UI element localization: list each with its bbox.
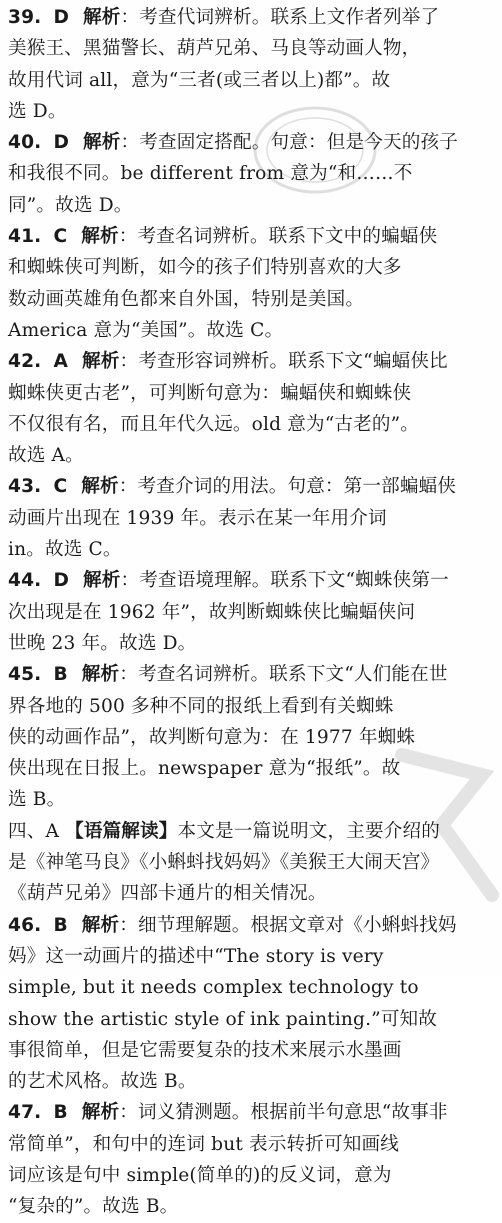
analysis-text: ：考查形容词辨析。联系下文“蝙蝠侠比 bbox=[119, 351, 448, 373]
answer-line bbox=[8, 315, 494, 346]
answer-line bbox=[8, 1004, 494, 1035]
section-text: 《葫芦兄弟》四部卡通片的相关情况。 bbox=[8, 883, 327, 905]
answer-line bbox=[8, 440, 494, 471]
answer-list-2 bbox=[8, 910, 494, 1223]
analysis-label: 解析 bbox=[82, 351, 120, 373]
analysis-text: 世晚 23 年。故选 D。 bbox=[8, 632, 197, 654]
answer-line bbox=[8, 1035, 494, 1066]
answer-line bbox=[8, 346, 494, 377]
analysis-text: 的艺术风格。故选 B。 bbox=[8, 1071, 197, 1093]
answer-letter: B bbox=[53, 1102, 68, 1124]
analysis-text: 数动画英雄角色都来自外国，特别是美国。 bbox=[8, 288, 365, 310]
question-number: 41. bbox=[8, 226, 42, 248]
answer-list bbox=[8, 2, 494, 816]
analysis-text: 动画片出现在 1939 年。表示在某一年用介词 bbox=[8, 507, 387, 529]
answer-letter: C bbox=[53, 226, 68, 248]
analysis-text: 美猴王、黑猫警长、葫芦兄弟、马良等动画人物， bbox=[8, 38, 421, 60]
analysis-text: 故选 A。 bbox=[8, 445, 84, 467]
analysis-text: “复杂的”。故选 B。 bbox=[8, 1196, 179, 1218]
analysis-text: 和我很不同。be different from 意为“和……不 bbox=[8, 163, 413, 185]
analysis-label: 解析 bbox=[83, 7, 121, 28]
analysis-text: 故用代词 all，意为“三者(或三者以上)都”。故 bbox=[8, 69, 391, 91]
answer-line bbox=[8, 127, 494, 158]
question-number: 40. bbox=[8, 132, 42, 154]
question-number: 44. bbox=[8, 570, 42, 592]
analysis-text: ：考查名词辨析。联系下文中的蝙蝠侠 bbox=[118, 226, 438, 248]
answer-line bbox=[8, 378, 494, 409]
answer-line bbox=[8, 2, 494, 33]
answer-letter: B bbox=[53, 914, 68, 936]
analysis-text: 和蜘蛛侠可判断，如今的孩子们特别喜欢的大多 bbox=[8, 257, 402, 279]
analysis-text: in。故选 C。 bbox=[8, 539, 122, 561]
analysis-text: 词应该是句中 simple(简单的)的反义词，意为 bbox=[8, 1164, 392, 1186]
answer-letter: C bbox=[53, 476, 68, 498]
answer-item bbox=[8, 471, 494, 565]
answer-item bbox=[8, 565, 494, 659]
analysis-text: ：考查名词辨析。联系下文“人们能在世 bbox=[119, 664, 448, 686]
answer-line bbox=[8, 784, 494, 815]
answer-line bbox=[8, 565, 494, 596]
analysis-text: 选 D。 bbox=[8, 100, 67, 122]
answer-line bbox=[8, 284, 494, 315]
reading-section bbox=[8, 816, 494, 910]
answer-line bbox=[8, 221, 494, 252]
answer-line bbox=[8, 910, 494, 941]
answer-item bbox=[8, 1097, 494, 1222]
analysis-text: 选 B。 bbox=[8, 789, 66, 811]
answer-line bbox=[8, 252, 494, 283]
answer-item bbox=[8, 127, 494, 221]
analysis-text: ：词义猜测题。根据前半句意思“故事非 bbox=[119, 1102, 448, 1124]
answer-line bbox=[8, 96, 494, 127]
section-text: 是《神笔马良》《小蝌蚪找妈妈》《美猴王大闹天宫》 bbox=[8, 852, 440, 874]
analysis-text: ：考查固定搭配。句意：但是今天的孩子 bbox=[120, 132, 458, 154]
analysis-label: 解析 bbox=[81, 664, 120, 686]
answer-line bbox=[8, 1097, 494, 1128]
answer-line bbox=[8, 1191, 494, 1222]
analysis-text: show the artistic style of ink painting.”可知故 bbox=[8, 1008, 438, 1030]
section-line bbox=[8, 878, 494, 909]
answer-line bbox=[8, 941, 494, 972]
answer-line bbox=[8, 597, 494, 628]
analysis-text: 界各地的 500 多种不同的报纸上看到有关蜘蛛 bbox=[8, 695, 394, 717]
answer-line bbox=[8, 65, 494, 96]
answer-line bbox=[8, 691, 494, 722]
analysis-text: America 意为“美国”。故选 C。 bbox=[8, 319, 284, 341]
answer-letter: D bbox=[53, 7, 70, 28]
analysis-text: 同”。故选 D。 bbox=[8, 194, 133, 216]
analysis-text: ：考查介词的用法。句意：第一部蝙蝠侠 bbox=[118, 476, 457, 498]
analysis-text: 妈》这一动画片的描述中“The story is very bbox=[8, 945, 384, 967]
answer-item bbox=[8, 659, 494, 815]
answer-line bbox=[8, 409, 494, 440]
answer-line bbox=[8, 628, 494, 659]
answer-item bbox=[8, 346, 494, 471]
answer-line bbox=[8, 471, 494, 502]
analysis-text: 常简单”，和句中的连词 but 表示转折可知画线 bbox=[8, 1133, 399, 1155]
analysis-text: ：细节理解题。根据文章对《小蝌蚪找妈 bbox=[119, 914, 457, 936]
answer-item bbox=[8, 2, 494, 127]
answer-letter: B bbox=[53, 664, 68, 686]
analysis-text: 侠出现在日报上。newspaper 意为“报纸”。故 bbox=[8, 758, 401, 780]
section-label: 四、A bbox=[8, 820, 60, 842]
answer-item bbox=[8, 221, 494, 346]
section-tag: 【语篇解读】 bbox=[65, 820, 178, 842]
answer-line bbox=[8, 33, 494, 64]
analysis-text: 侠的动画作品”，故判断句意为：在 1977 年蜘蛛 bbox=[8, 726, 416, 748]
analysis-text: 不仅很有名，而且年代久远。old 意为“古老的”。 bbox=[8, 413, 419, 435]
answer-line bbox=[8, 190, 494, 221]
answer-line bbox=[8, 1160, 494, 1191]
answer-line bbox=[8, 534, 494, 565]
question-number: 42. bbox=[8, 351, 42, 373]
analysis-label: 解析 bbox=[81, 914, 120, 936]
answer-line bbox=[8, 503, 494, 534]
analysis-label: 解析 bbox=[83, 570, 121, 592]
question-number: 47. bbox=[8, 1102, 42, 1124]
answer-line bbox=[8, 1066, 494, 1097]
answer-line bbox=[8, 659, 494, 690]
answer-line bbox=[8, 753, 494, 784]
analysis-text: ：考查代词辨析。联系上文作者列举了 bbox=[120, 7, 440, 28]
answer-line bbox=[8, 158, 494, 189]
answer-line bbox=[8, 1129, 494, 1160]
section-line bbox=[8, 816, 494, 847]
analysis-label: 解析 bbox=[83, 132, 121, 154]
answer-line bbox=[8, 972, 494, 1003]
analysis-text: simple, but it needs complex technology to bbox=[8, 977, 419, 999]
answer-letter: D bbox=[53, 570, 70, 592]
question-number: 39. bbox=[8, 7, 42, 28]
analysis-label: 解析 bbox=[81, 1102, 120, 1124]
analysis-text: ：考查语境理解。联系下文“蜘蛛侠第一 bbox=[120, 570, 449, 592]
question-number: 43. bbox=[8, 476, 42, 498]
answer-letter: A bbox=[53, 351, 68, 373]
answer-line bbox=[8, 722, 494, 753]
section-line bbox=[8, 847, 494, 878]
analysis-text: 次出现是在 1962 年”，故判断蜘蛛侠比蝙蝠侠问 bbox=[8, 601, 416, 623]
analysis-text: 蜘蛛侠更古老”，可判断句意为：蝙蝠侠和蜘蛛侠 bbox=[8, 382, 412, 404]
answer-letter: D bbox=[53, 132, 70, 154]
analysis-label: 解析 bbox=[81, 226, 119, 248]
question-number: 46. bbox=[8, 914, 42, 936]
analysis-label: 解析 bbox=[81, 476, 119, 498]
analysis-text: 事很简单，但是它需要复杂的技术来展示水墨画 bbox=[8, 1039, 402, 1061]
answer-item bbox=[8, 910, 494, 1098]
question-number: 45. bbox=[8, 664, 42, 686]
section-text: 本文是一篇说明文，主要介绍的 bbox=[177, 820, 440, 842]
